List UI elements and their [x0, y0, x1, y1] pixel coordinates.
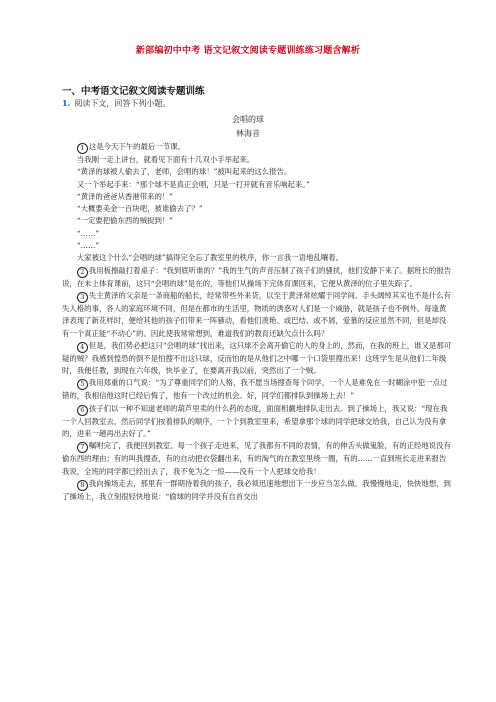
- paragraph-number-marker: 3: [77, 292, 88, 303]
- paragraph-text: 嘱咐完了，我便回到教室。每一个孩子走进来，见了我都有不同的表情，有的伸舌头做鬼脸，有的正经地说没有偷东西的理由；有的叫我搜查，有的自动把衣袋翻出来，有的淘气的在教室里绕一圈，有的……一直到班长走进来报告我说，全班的同学都已经出去了，我不免为之一惊——没有一个人把球交给我！: [62, 441, 451, 476]
- story-body: [62, 141, 452, 503]
- paragraph: [62, 215, 452, 227]
- paragraph: [62, 179, 452, 191]
- paragraph-text: 我用板擦敲打着桌子：“我到底听谁的？”我的生气的声音压制了孩子们的骚扰，他们安静下来了。据班长的报告说，在未上体育课前，这只“会唱的球”是在的，等他们从操场下完体育课回来，它便从黄泽的位子里失踪了。: [62, 265, 452, 288]
- paragraph-number-marker: 2: [77, 267, 88, 278]
- paragraph: [62, 228, 452, 240]
- paragraph-text: “……”: [76, 228, 100, 238]
- paragraph: [62, 290, 452, 340]
- paragraph: [62, 377, 452, 402]
- paragraph: [62, 141, 452, 154]
- paragraph-text: 大家被这个什么“会唱的球”搞得完全忘了教室里的秩序，你一言我一语地乱嚷着。: [76, 253, 344, 263]
- paragraph: [62, 265, 452, 290]
- paragraph-text: “一定要把偷东西的贼捉到！”: [76, 216, 174, 226]
- paragraph: [62, 252, 452, 264]
- paragraph-number-marker: 1: [77, 143, 88, 154]
- question-line: [62, 98, 170, 109]
- paragraph-number-marker: 8: [77, 480, 88, 491]
- paragraph-text: 孩子们以一种不知道老师的葫芦里卖的什么药的态度，面面相觑地排队走出去。到了操场上，我又说：“现在我一个人回教室去，然后同学们按着排队的顺序，一个个到教室里来，希望拿那个球的同学把球交给我，自己认为没有拿的，进来一趟再出去好了。”: [62, 403, 448, 439]
- paragraph-text: 这是今天下午的最后一节课。: [88, 142, 185, 151]
- paragraph-number-marker: 7: [77, 442, 88, 453]
- paragraph: [62, 403, 452, 441]
- paragraph-text: 但是，我们势必把这只“会唱的球”找出来，这只球不会离开偷它的人的身上的，然而，在我的班上，谁又是那可疑的贼？我感到惶恐的倒不是怕搜不出这只球，反而怕的是从他们之中哪一个口袋里搜出来！这班学生是从他们二年级时，我便任教，到现在六年级，快毕业了，在要离开我以前，突然出了一个贼。: [62, 340, 452, 376]
- document-title: 新部编初中中考 语文记叙文阅读专题训练练习题含解析: [135, 46, 361, 56]
- story-author: 林海音: [236, 129, 260, 138]
- paragraph-number-marker: 6: [77, 405, 88, 416]
- paragraph-text: 当我刚一走上讲台，就看见下面有十几双小手举起来。: [76, 155, 255, 164]
- paragraph-text: “黄泽的爸爸从香港带来的！”: [76, 191, 174, 201]
- section-heading: 一、中考语文记叙文阅读专题训练: [62, 86, 205, 97]
- paragraph-text: “……”: [76, 241, 100, 251]
- paragraph: [62, 166, 452, 178]
- question-number: 1.: [62, 98, 71, 108]
- paragraph: [62, 440, 452, 478]
- paragraph-text: 又一个举起手来：“那个球不是真正会唱，只是一打开就有音乐响起来。”: [76, 179, 310, 189]
- paragraph: [62, 478, 452, 503]
- paragraph-text: 我向操场走去，那里有一群期待着我的孩子，我必须迅速地想出下一步应当怎么做。我慢慢地走，快快地想，到了操场上，我立刻很轻快地说：“偷球的同学并没有自首交出: [62, 478, 451, 501]
- paragraph: [62, 340, 452, 378]
- paragraph-text: 我用郑重的口气说：“为了尊重同学们的人格，我不愿当场搜查每个同学，一个人是难免在一时糊涂中犯一点过错的，我相信他这时已经后悔了，他有一个改过的机会。好，同学们都排队到操场上去！”: [62, 378, 448, 401]
- paragraph-text: 失主黄泽的父亲是一条商船的船长，经常带些外来货，以至于黄泽常炫耀于同学间。手头阔绰其实也不是什么有失人格的事，各人的家庭环境不同，但是在都市的生活里，物质的诱惑对人们是一个威胁，就是孩子也不例外。每逢黄泽表现了新花样时，便给其他的孩子们带来一阵骚动，看他们羡艳、或巴结、或不屑，爱慕的反应虽然不同，但是却没有一个真正能“不动心”的。因此使我常常想到，难道我们的教育还缺欠点什么吗？: [62, 290, 451, 338]
- paragraph: [62, 203, 452, 215]
- paragraph-number-marker: 5: [77, 379, 88, 390]
- story-title: 会唱的球: [232, 115, 264, 124]
- paragraph-text: “大概要美金一百块吧，被谁偷去了？”: [76, 204, 203, 214]
- paragraph-text: “黄泽的球被人偷去了，老师，会唱的球！”被叫起来的这么报告。: [76, 167, 292, 177]
- paragraph: [62, 240, 452, 252]
- paragraph-number-marker: 4: [77, 342, 88, 353]
- paragraph: [62, 154, 452, 166]
- paragraph: [62, 191, 452, 203]
- question-text: 阅读下文，回答下列小题。: [74, 99, 171, 108]
